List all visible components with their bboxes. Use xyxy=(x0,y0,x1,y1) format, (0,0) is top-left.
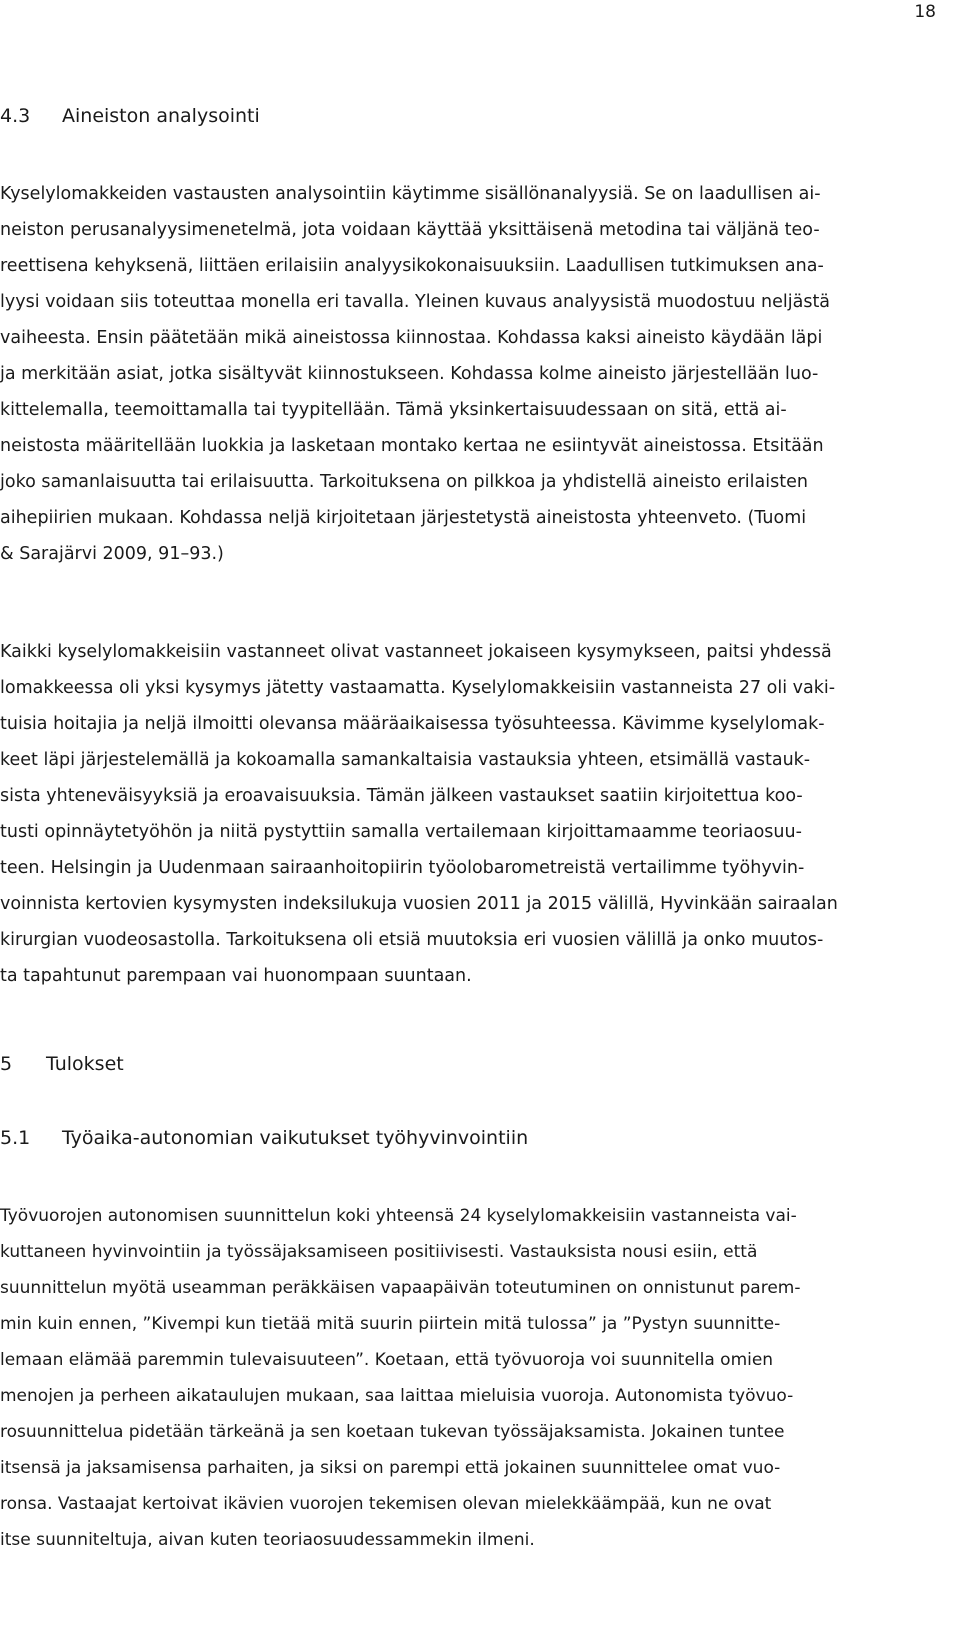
text-line: Kaikki kyselylomakkeisiin vastanneet olivat vastanneet jokaiseen kysymykseen, paitsi yhdessä xyxy=(0,642,832,662)
paragraph-analysis-method xyxy=(0,176,930,572)
heading-4-3-title: Aineiston analysointi xyxy=(62,105,260,127)
text-line: joko samanlaisuutta tai erilaisuutta. Tarkoituksena on pilkkoa ja yhdistellä aineisto erilaisten xyxy=(0,472,808,492)
text-line: kirurgian vuodeosastolla. Tarkoituksena oli etsiä muutoksia eri vuosien välillä ja onko muutos- xyxy=(0,930,824,950)
text-line: keet läpi järjestelemällä ja kokoamalla samankaltaisia vastauksia yhteen, etsimällä vastauk- xyxy=(0,750,811,770)
text-line: itse suunniteltuja, aivan kuten teoriaosuudessammekin ilmeni. xyxy=(0,1530,535,1550)
text-line: sista yhteneväisyyksiä ja eroavaisuuksia. Tämän jälkeen vastaukset saatiin kirjoitettua koo- xyxy=(0,786,803,806)
text-line: & Sarajärvi 2009, 91–93.) xyxy=(0,544,224,564)
text-line: menojen ja perheen aikataulujen mukaan, saa laittaa mieluisia vuoroja. Autonomista työvuo- xyxy=(0,1386,794,1406)
text-line: rosuunnittelua pidetään tärkeänä ja sen koetaan tukevan työssäjaksamista. Jokainen tuntee xyxy=(0,1422,785,1442)
text-line: aihepiirien mukaan. Kohdassa neljä kirjoitetaan järjestetystä aineistosta yhteenveto. (Tuomi xyxy=(0,508,807,528)
text-line: teen. Helsingin ja Uudenmaan sairaanhoitopiirin työolobarometreistä vertailimme työhyvin- xyxy=(0,858,805,878)
text-line: kuttaneen hyvinvointiin ja työssäjaksamiseen positiivisesti. Vastauksista nousi esiin, että xyxy=(0,1242,758,1262)
text-line: suunnittelun myötä useamman peräkkäisen vapaapäivän toteutuminen on onnistunut parem- xyxy=(0,1278,801,1298)
text-line: lomakkeessa oli yksi kysymys jätetty vastaamatta. Kyselylomakkeisiin vastanneista 27 oli vaki- xyxy=(0,678,836,698)
text-line: itsensä ja jaksamisensa parhaiten, ja siksi on parempi että jokainen suunnittelee omat vuo- xyxy=(0,1458,781,1478)
text-line: neiston perusanalyysimenetelmä, jota voidaan käyttää yksittäisenä metodina tai väljänä teo- xyxy=(0,220,820,240)
heading-5-1 xyxy=(0,1126,528,1150)
text-line: kittelemalla, teemoittamalla tai tyypitellään. Tämä yksinkertaisuudessaan on sitä, että ai- xyxy=(0,400,787,420)
text-line: ronsa. Vastaajat kertoivat ikävien vuorojen tekemisen olevan mielekkäämpää, kun ne ovat xyxy=(0,1494,772,1514)
text-line: voinnista kertovien kysymysten indeksilukuja vuosien 2011 ja 2015 välillä, Hyvinkään sairaalan xyxy=(0,894,838,914)
text-line: vaiheesta. Ensin päätetään mikä aineistossa kiinnostaa. Kohdassa kaksi aineisto käydään läpi xyxy=(0,328,823,348)
text-line: ta tapahtunut parempaan vai huonompaan suuntaan. xyxy=(0,966,472,986)
heading-4-3 xyxy=(0,104,260,128)
text-line: lyysi voidaan siis toteuttaa monella eri tavalla. Yleinen kuvaus analyysistä muodostuu neljästä xyxy=(0,292,831,312)
paragraph-results xyxy=(0,1198,930,1558)
text-line: min kuin ennen, ”Kivempi kun tietää mitä suurin piirtein mitä tulossa” ja ”Pystyn suunnitte- xyxy=(0,1314,781,1334)
heading-5-1-title: Työaika-autonomian vaikutukset työhyvinvointiin xyxy=(62,1127,529,1149)
page-number: 18 xyxy=(914,2,936,22)
text-line: ja merkitään asiat, jotka sisältyvät kiinnostukseen. Kohdassa kolme aineisto järjestellään luo- xyxy=(0,364,819,384)
text-line: Työvuorojen autonomisen suunnittelun koki yhteensä 24 kyselylomakkeisiin vastanneista vai- xyxy=(0,1206,797,1226)
text-line: neistosta määritellään luokkia ja lasketaan montako kertaa ne esiintyvät aineistossa. Etsitään xyxy=(0,436,824,456)
text-line: tuisia hoitajia ja neljä ilmoitti olevansa määräaikaisessa työsuhteessa. Kävimme kyselylomak- xyxy=(0,714,825,734)
heading-5-title: Tulokset xyxy=(46,1053,124,1075)
heading-4-3-number: 4.3 xyxy=(0,105,31,127)
text-line: Kyselylomakkeiden vastausten analysointiin käytimme sisällönanalyysiä. Se on laadullisen ai- xyxy=(0,184,821,204)
text-line: tusti opinnäytetyöhön ja niitä pystyttiin samalla vertailemaan kirjoittamaamme teoriaosuu- xyxy=(0,822,802,842)
heading-5-1-number: 5.1 xyxy=(0,1127,31,1149)
paragraph-survey-answers xyxy=(0,634,930,994)
text-line: lemaan elämää paremmin tulevaisuuteen”. Koetaan, että työvuoroja voi suunnitella omien xyxy=(0,1350,774,1370)
text-line: reettisena kehyksenä, liittäen erilaisiin analyysikokonaisuuksiin. Laadullisen tutkimuksen ana- xyxy=(0,256,824,276)
heading-5 xyxy=(0,1052,124,1076)
heading-5-number: 5 xyxy=(0,1053,13,1075)
